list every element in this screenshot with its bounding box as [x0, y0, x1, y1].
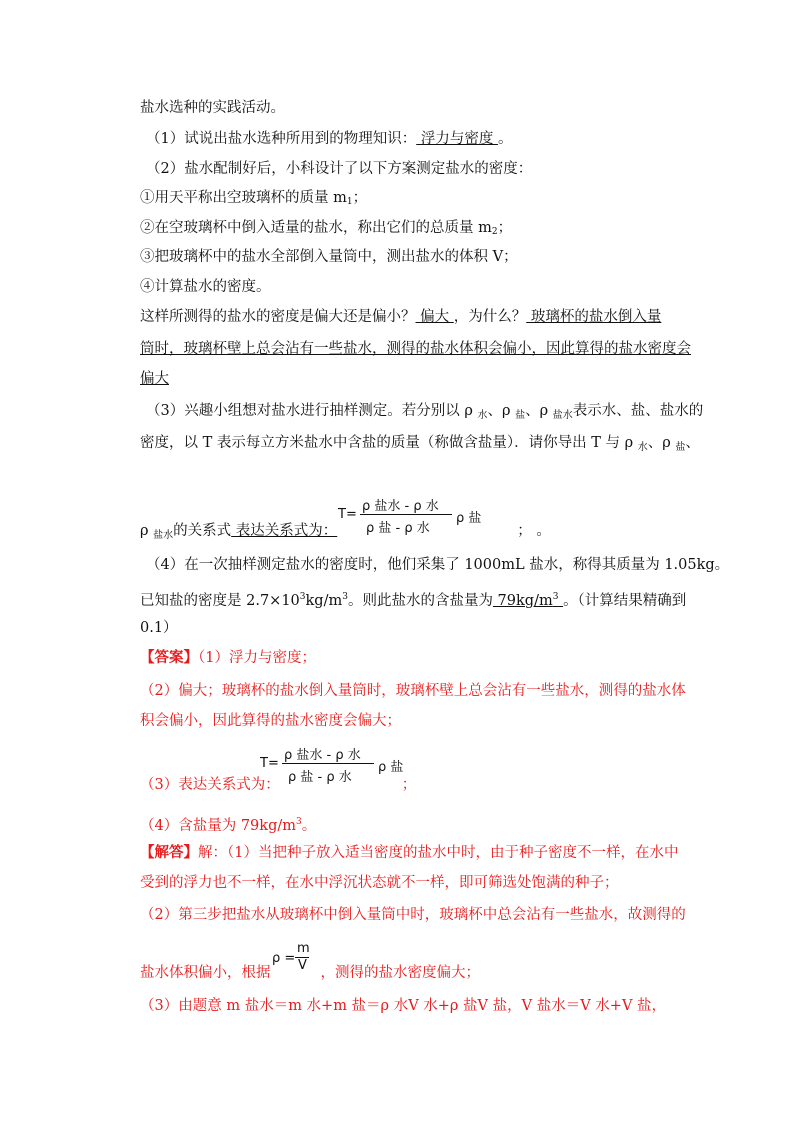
answer-2: （2）偏大；玻璃杯的盐水倒入量筒时，玻璃杯壁上总会沾有一些盐水，测得的盐水体 — [140, 683, 686, 699]
answer-tag: 【答案】 — [140, 649, 198, 666]
solution-1: 【解答】解：（1）当把种子放入适当密度的盐水中时，由于种子密度不一样，在水中 — [140, 844, 679, 861]
answer-1: 【答案】（1）浮力与密度； — [140, 649, 316, 666]
question-3: （3）兴趣小组想对盐水进行抽样测定。若分别以 ρ $_水$、ρ $_盐$、ρ $_{盐水}$表示水、盐、盐水的 — [146, 403, 704, 421]
question-3-end: ρ $_{盐水}$的关系式 表达关系式为： ； 。 — [140, 523, 551, 541]
answer-blank: 玻璃杯的盐水倒入量 — [526, 309, 662, 325]
question-4-cont: 已知盐的密度是 $2.7\times 10^3kg/m^3$。则此盐水的含盐量为 $79kg/m^3$ 。（计算结果精确到 — [140, 592, 687, 609]
answer-3: （3）表达关系式为： ； — [140, 777, 417, 793]
answer-blank: $79kg/m^3$ — [492, 592, 559, 609]
answer-2-cont: 积会偏小，因此算得的盐水密度会偏大； — [140, 713, 401, 729]
question-2: （2）盐水配制好后，小科设计了以下方案测定盐水的密度： — [146, 161, 533, 177]
solution-1-cont: 受到的浮力也不一样，在水中浮沉状态就不一样，即可筛选处饱满的种子； — [140, 875, 619, 891]
answer-4: （4）含盐量为 $79kg/m^3$。 — [140, 817, 317, 834]
answer-blank: 浮力与密度 — [416, 131, 498, 147]
question-1: （1）试说出盐水选种所用到的物理知识： 浮力与密度 。 — [146, 131, 513, 147]
question-4: （4）在一次抽样测定盐水的密度时，他们采集了 1000mL 盐水，称得其质量为 1.05kg。 — [146, 557, 730, 573]
step-4: ④计算盐水的密度。 — [140, 279, 271, 295]
step-1: ①用天平称出空玻璃杯的质量 $m_1$； — [140, 190, 368, 207]
formula-question: T= ρ 盐水 - ρ 水 ρ 盐 - ρ 水 ρ 盐 — [338, 499, 482, 536]
text-line: 盐水选种的实践活动。 — [140, 100, 285, 116]
question-2-ask: 这样所测得的盐水的密度是偏大还是偏小？ 偏大 ，为什么？ 玻璃杯的盐水倒入量 — [140, 309, 662, 325]
answer-blank: 偏大 — [415, 309, 454, 325]
solution-tag: 【解答】 — [140, 844, 198, 861]
solution-2: （2）第三步把盐水从玻璃杯中倒入量筒中时，玻璃杯中总会沾有一些盐水，故测得的 — [140, 907, 686, 923]
question-3-cont: 密度，以 T 表示每立方米盐水中含盐的质量（称做含盐量）．请你导出 T 与 ρ $_水$、ρ $_盐$、 — [140, 435, 700, 453]
question-4-end: 0.1） — [140, 620, 178, 636]
answer-continued: 偏大 — [140, 371, 169, 387]
step-2: ②在空玻璃杯中倒入适量的盐水，称出它们的总质量 $m_2$； — [140, 220, 513, 237]
formula-answer: T= ρ 盐水 - ρ 水 ρ 盐 - ρ 水 ρ 盐 — [260, 748, 404, 785]
answer-continued: 筒时，玻璃杯壁上总会沾有一些盐水，测得的盐水体积会偏小，因此算得的盐水密度会 — [140, 341, 691, 357]
step-3: ③把玻璃杯中的盐水全部倒入量筒中，测出盐水的体积 V； — [140, 249, 518, 265]
solution-2-cont: 盐水体积偏小，根据 ，测得的盐水密度偏大； — [140, 965, 480, 981]
solution-3: （3）由题意 m 盐水＝m 水+m 盐＝ρ 水V 水+ρ 盐V 盐，V 盐水＝V 水+V 盐， — [140, 998, 667, 1014]
formula-density: ρ = m V — [272, 941, 310, 973]
